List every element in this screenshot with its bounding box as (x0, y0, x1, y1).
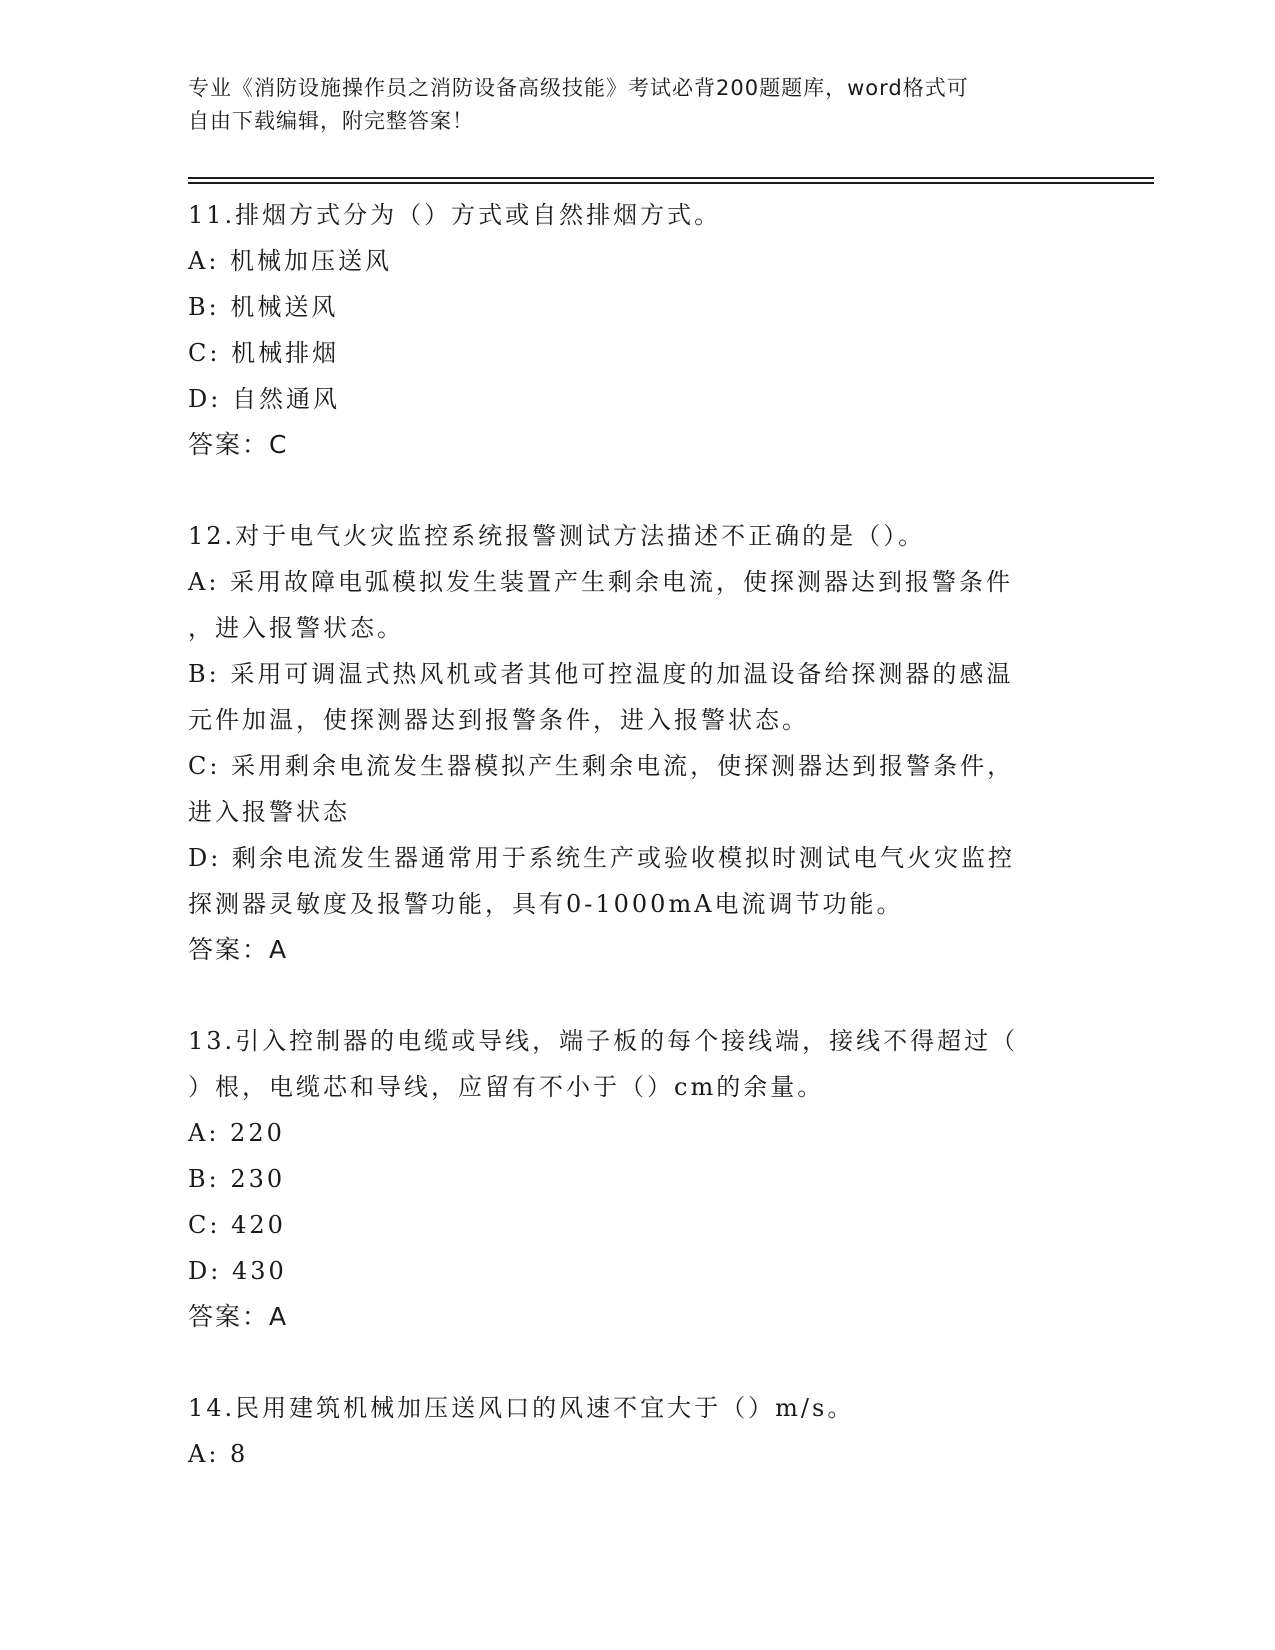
header-divider-top (188, 177, 1154, 179)
answer-option: B: 采用可调温式热风机或者其他可控温度的加温设备给探测器的感温 (188, 660, 1014, 688)
header-divider-bottom (188, 182, 1154, 184)
answer-option: 进入报警状态 (188, 798, 350, 826)
answer-option: D: 剩余电流发生器通常用于系统生产或验收模拟时测试电气火灾监控 (188, 844, 1015, 872)
answer-key: 答案：C (188, 430, 289, 459)
answer-option: A: 220 (188, 1119, 285, 1147)
question-stem: 13.引入控制器的电缆或导线，端子板的每个接线端，接线不得超过（ (188, 1027, 1019, 1055)
answer-key: 答案：A (188, 1302, 289, 1331)
answer-option: A: 采用故障电弧模拟发生装置产生剩余电流，使探测器达到报警条件 (188, 568, 1014, 596)
question-item (188, 1385, 1088, 1477)
answer-option: D: 430 (188, 1257, 287, 1285)
header-line-1: 专业《消防设施操作员之消防设备高级技能》考试必背200题题库，word格式可 (188, 76, 969, 100)
answer-option: A: 8 (188, 1440, 249, 1468)
question-item (188, 192, 1088, 468)
answer-option: 探测器灵敏度及报警功能，具有0-1000mA电流调节功能。 (188, 890, 904, 918)
question-list (188, 192, 1088, 1522)
answer-option: B: 机械送风 (188, 293, 339, 321)
question-stem: 12.对于电气火灾监控系统报警测试方法描述不正确的是（）。 (188, 522, 926, 550)
answer-option: 元件加温，使探测器达到报警条件，进入报警状态。 (188, 706, 809, 734)
answer-option: B: 230 (188, 1165, 286, 1193)
question-item (188, 513, 1088, 973)
header-line-2: 自由下载编辑，附完整答案！ (188, 109, 474, 133)
question-item (188, 1018, 1088, 1340)
answer-option: A: 机械加压送风 (188, 247, 393, 275)
answer-option: C: 机械排烟 (188, 339, 340, 367)
question-stem: 11.排烟方式分为（）方式或自然排烟方式。 (188, 201, 722, 229)
question-stem: 14.民用建筑机械加压送风口的风速不宜大于（）m/s。 (188, 1394, 855, 1422)
answer-option: D: 自然通风 (188, 385, 340, 413)
answer-option: C: 420 (188, 1211, 286, 1239)
question-stem: ）根，电缆芯和导线，应留有不小于（）cm的余量。 (188, 1073, 825, 1101)
answer-key: 答案：A (188, 935, 289, 964)
answer-option: C: 采用剩余电流发生器模拟产生剩余电流，使探测器达到报警条件， (188, 752, 1015, 780)
document-header (188, 72, 1088, 138)
answer-option: ，进入报警状态。 (188, 614, 404, 642)
